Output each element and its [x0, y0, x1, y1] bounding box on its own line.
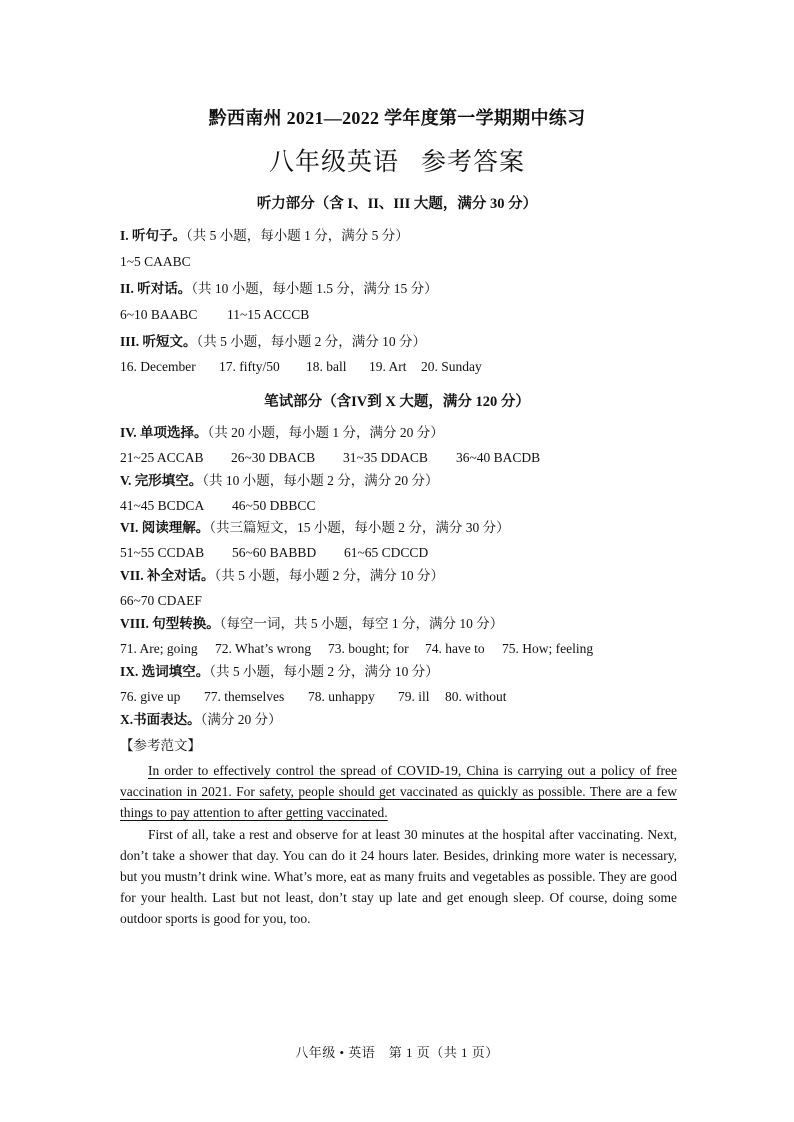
section-note: （每空一词，共 5 小题，每空 1 分，满分 10 分） [219, 616, 504, 631]
answer-item: 36~40 BACDB [456, 450, 541, 465]
section-10-heading [120, 711, 680, 729]
answer-item: 26~30 DBACB [231, 450, 316, 465]
section-label: X.书面表达。 [120, 712, 201, 727]
section-9-heading [120, 663, 680, 681]
answer-item: 17. fifty/50 [219, 359, 280, 374]
subtitle-answer-key: 参考答案 [421, 149, 526, 176]
section-note: （共三篇短文，15 小题，每小题 2 分，满分 30 分） [209, 520, 510, 535]
answer-item: 31~35 DDACB [343, 450, 428, 465]
answer-item: 16. December [120, 359, 196, 374]
answer-item: 80. without [445, 689, 507, 704]
answer-item: 71. Are; going [120, 641, 198, 656]
answer-item: 18. ball [306, 359, 347, 374]
section-6-answers [120, 544, 680, 562]
section-label: VI. 阅读理解。 [120, 520, 210, 535]
section-5-answers [120, 497, 680, 515]
section-label: IV. 单项选择。 [120, 425, 208, 440]
answer-item: 66~70 CDAEF [120, 593, 202, 608]
answer-item: 72. What’s wrong [215, 641, 312, 656]
section-3-heading [120, 333, 680, 351]
section-note: （共 5 小题，每小题 2 分，满分 10 分） [209, 664, 439, 679]
section-label: II. 听对话。 [120, 281, 192, 296]
section-note: （共 5 小题，每小题 2 分，满分 10 分） [196, 334, 427, 349]
section-label: III. 听短文。 [120, 334, 197, 349]
answer-item: 51~55 CCDAB [120, 545, 205, 560]
section-label: VII. 补全对话。 [120, 568, 215, 583]
answer-item: 74. have to [425, 641, 485, 656]
answer-item: 11~15 ACCCB [227, 307, 310, 322]
answer-item: 79. ill [398, 689, 430, 704]
answer-item: 56~60 BABBD [232, 545, 317, 560]
answer-item: 77. themselves [204, 689, 285, 704]
answer-item: 19. Art [369, 359, 407, 374]
section-7-heading [120, 567, 680, 585]
section-note: （共 10 小题，每小题 2 分，满分 20 分） [202, 473, 439, 488]
section-1-answers [120, 253, 680, 271]
answer-item: 1~5 CAABC [120, 254, 191, 269]
section-note: （共 10 小题，每小题 1.5 分，满分 15 分） [191, 281, 438, 296]
answer-item: 41~45 BCDCA [120, 498, 205, 513]
section-4-answers [120, 449, 680, 467]
answer-item: 20. Sunday [421, 359, 482, 374]
subtitle-subject: 八年级英语 [268, 149, 399, 176]
section-label: V. 完形填空。 [120, 473, 203, 488]
section-2-answers [120, 306, 680, 324]
section-8-answers [120, 640, 680, 658]
section-label: IX. 选词填空。 [120, 664, 210, 679]
section-7-answers [120, 592, 680, 610]
section-1-heading [120, 227, 680, 245]
section-label: I. 听句子。 [120, 228, 187, 243]
section-3-answers [120, 358, 680, 376]
answer-item: 78. unhappy [308, 689, 375, 704]
page-title: 黔西南州 2021—2022 学年度第一学期期中练习 [208, 108, 586, 128]
section-note: （共 20 小题，每小题 1 分，满分 20 分） [207, 425, 444, 440]
section-label: VIII. 句型转换。 [120, 616, 220, 631]
answer-item: 73. bought; for [328, 641, 409, 656]
page-footer: 八年级 • 英语 第 1 页（共 1 页） [295, 1045, 499, 1060]
sample-essay-paragraph-2: First of all, take a rest and observe for at least 30 minutes at the hospital after vaccinating. Next, don’t take a shower that day. You can do it 24 hours later. Besides, drinking more water is necessary, but you mustn’t drink wine. What’s more, eat as many fruits and vegetables as possible. They are good for your health. Last but not least, don’t stay up late and get enough sleep. Of course, doing some outdoor sports is good for you, too. [120, 827, 677, 926]
section-note: （共 5 小题，每小题 1 分，满分 5 分） [186, 228, 409, 243]
listening-section-heading: 听力部分（含 I、II、III 大题，满分 30 分） [256, 196, 538, 212]
writing-section-heading: 笔试部分（含IV到 X 大题，满分 120 分） [264, 394, 530, 410]
section-note: （共 5 小题，每小题 2 分，满分 10 分） [214, 568, 445, 583]
sample-essay-paragraph-1: In order to effectively control the spread of COVID-19, China is carrying out a policy of free vaccination in 2021. For safety, people should get vaccinated as quickly as possible. There are a few things to pay attention to after getting vaccinated. [120, 763, 677, 820]
section-8-heading [120, 615, 680, 633]
answer-item: 75. How; feeling [502, 641, 594, 656]
section-note: （满分 20 分） [200, 712, 282, 727]
answer-item: 46~50 DBBCC [232, 498, 316, 513]
section-6-heading [120, 519, 680, 537]
sample-essay-label: 【参考范文】 [120, 738, 201, 753]
answer-item: 6~10 BAABC [120, 307, 198, 322]
page-subtitle [0, 142, 794, 178]
section-2-heading [120, 280, 680, 298]
section-9-answers [120, 688, 680, 706]
section-4-heading [120, 424, 680, 442]
section-5-heading [120, 472, 680, 490]
answer-item: 61~65 CDCCD [344, 545, 429, 560]
answer-item: 76. give up [120, 689, 181, 704]
answer-item: 21~25 ACCAB [120, 450, 204, 465]
